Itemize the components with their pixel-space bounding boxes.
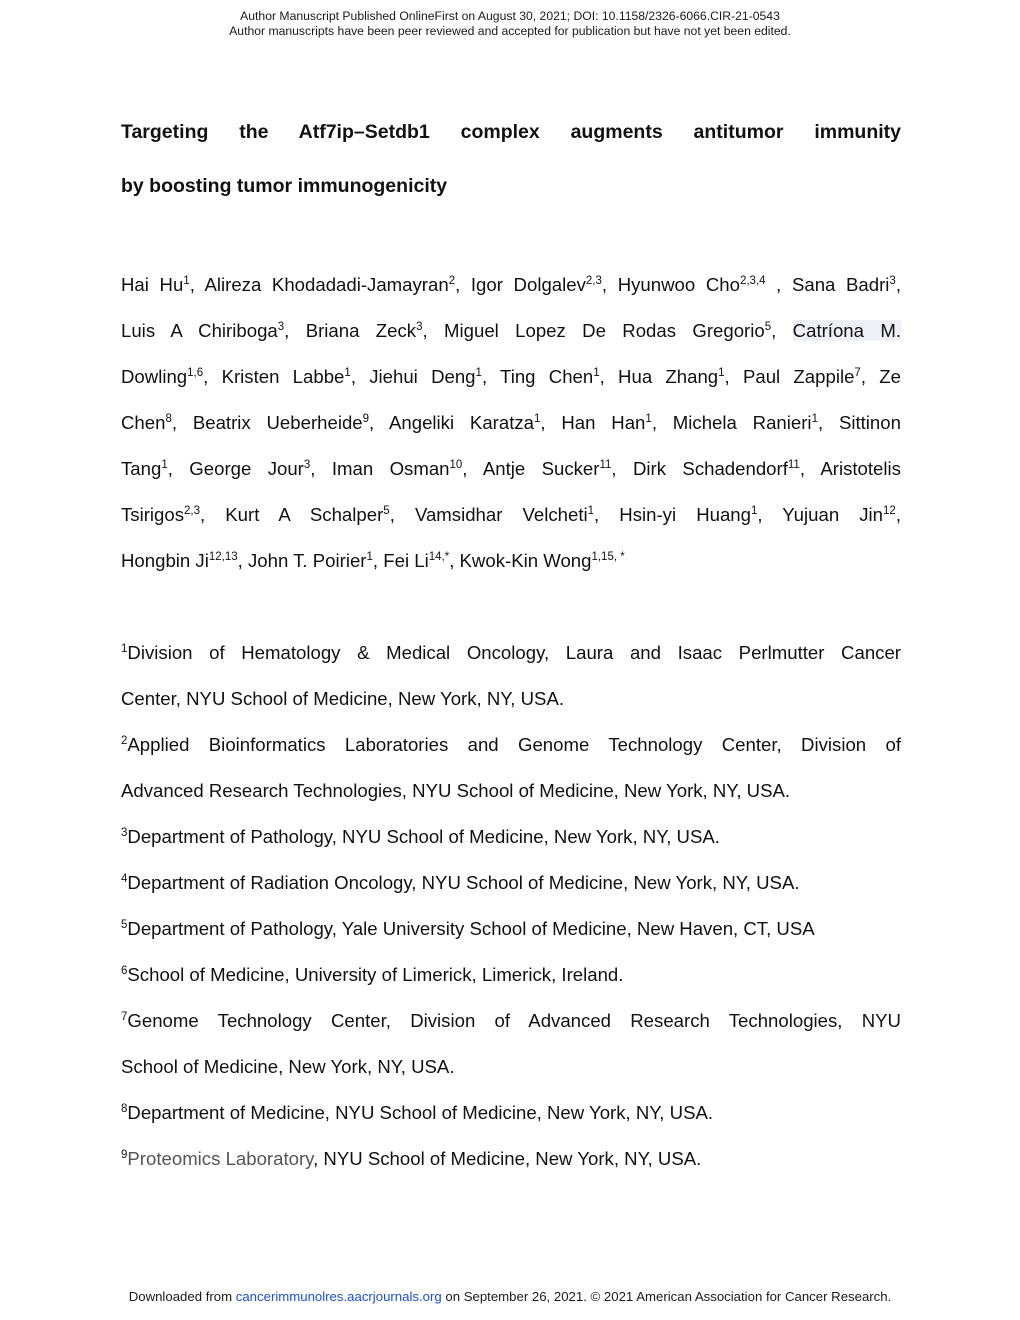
- affiliation-7-line2: School of Medicine, New York, NY, USA.: [121, 1056, 455, 1077]
- author-name-highlighted: Catríona M.: [792, 320, 901, 341]
- author-affiliation-sup: 8: [165, 412, 172, 425]
- affiliation-number: 4: [121, 872, 128, 885]
- author-line-4: Chen$^8$, Beatrix Ueberheide$^9$, Angeliki Karatza$^1$, Han Han$^1$, Michela Ranieri$^1$, Sittinon: [121, 412, 901, 433]
- author-name: John T. Poirier: [247, 550, 367, 571]
- author-name: Antje Sucker: [482, 458, 600, 479]
- affiliation-text: , NYU School of Medicine, New York, NY, USA.: [313, 1148, 702, 1169]
- author-affiliation-sup: 12,13: [208, 550, 238, 563]
- affiliation-2-line1: [121, 732, 901, 758]
- author-name: Tang: [121, 458, 162, 479]
- author-affiliation-sup: 1: [366, 550, 373, 563]
- author-line-6: Tsirigos$^{2,3}$, Kurt A Schalper$^5$, Vamsidhar Velcheti$^1$, Hsin-yi Huang$^1$, Yujuan Jin$^{12}$,: [121, 504, 901, 525]
- affiliation-lab-name: Proteomics Laboratory: [127, 1148, 314, 1169]
- author-name: Chen: [121, 412, 166, 433]
- affiliation-5: [121, 916, 901, 942]
- author-name: Beatrix Ueberheide: [192, 412, 363, 433]
- author-affiliation-sup: 1: [718, 366, 725, 379]
- author-affiliation-sup: 1: [344, 366, 351, 379]
- author-name: Angeliki Karatza: [389, 412, 534, 433]
- author-name: Hsin-yi Huang: [619, 504, 751, 525]
- affiliation-number: 8: [121, 1102, 128, 1115]
- affiliation-number: 9: [121, 1148, 128, 1161]
- manuscript-notice-line1: Author Manuscript Published OnlineFirst on August 30, 2021; DOI: 10.1158/2326-6066.CIR-21-0543: [240, 9, 780, 23]
- affiliation-text: Division of Hematology & Medical Oncology, Laura and Isaac Perlmutter Cancer: [127, 642, 901, 663]
- author-affiliation-sup: 2,3: [184, 504, 201, 517]
- author-line-2: Luis A Chiriboga$^3$, Briana Zeck$^3$, Miguel Lopez De Rodas Gregorio$^5$, Catríona M.: [121, 320, 901, 341]
- affiliation-text: Applied Bioinformatics Laboratories and Genome Technology Center, Division of: [127, 734, 901, 755]
- download-footer: [0, 1289, 1020, 1304]
- manuscript-notice-line2: Author manuscripts have been peer reviewed and accepted for publication but have not yet been edited.: [229, 24, 791, 38]
- affiliation-text: Genome Technology Center, Division of Advanced Research Technologies, NYU: [127, 1010, 901, 1031]
- author-line-5: Tang$^1$, George Jour$^3$, Iman Osman$^{10}$, Antje Sucker$^{11}$, Dirk Schadendorf$^{11}$, Aristotelis: [121, 458, 901, 479]
- author-affiliation-sup: 2,3: [585, 274, 602, 287]
- author-name: Kwok-Kin Wong: [459, 550, 592, 571]
- author-name: Igor Dolgalev: [470, 274, 586, 295]
- affiliation-8: [121, 1100, 901, 1126]
- author-affiliation-sup: 3: [303, 458, 311, 471]
- affiliation-number: 3: [121, 826, 128, 839]
- author-name: Fei Li: [383, 550, 429, 571]
- author-affiliation-sup: 1,15, *: [591, 550, 625, 563]
- author-name: Hua Zhang: [618, 366, 719, 387]
- author-affiliation-sup: 1: [811, 412, 818, 425]
- author-name: Kurt A Schalper: [225, 504, 384, 525]
- author-name: Kristen Labbe: [221, 366, 345, 387]
- affiliation-number: 1: [121, 642, 128, 655]
- author-affiliation-sup: 3: [277, 320, 285, 333]
- affiliation-2-line2: Advanced Research Technologies, NYU School of Medicine, New York, NY, USA.: [121, 780, 791, 801]
- author-name: Briana Zeck: [305, 320, 417, 341]
- affiliation-number: 2: [121, 734, 128, 747]
- author-affiliation-sup: 1: [183, 274, 190, 287]
- journal-link[interactable]: cancerimmunolres.aacrjournals.org: [235, 1289, 442, 1304]
- author-name: Yujuan Jin: [782, 504, 884, 525]
- paper-title-line1: Targeting the Atf7ip–Setdb1 complex augments antitumor immunity: [121, 121, 901, 143]
- affiliation-text: Department of Pathology, Yale University School of Medicine, New Haven, CT, USA: [127, 918, 815, 939]
- affiliation-4: [121, 870, 901, 896]
- author-name: Dowling: [121, 366, 188, 387]
- author-affiliation-sup: 11: [599, 458, 612, 471]
- author-line-3: Dowling$^{1,6}$, Kristen Labbe$^1$, Jiehui Deng$^1$, Ting Chen$^1$, Hua Zhang$^1$, Paul Zappile$^7$, Ze: [121, 366, 901, 387]
- author-name: Sittinon: [838, 412, 901, 433]
- author-affiliation-sup: 7: [854, 366, 861, 379]
- author-affiliation-sup: 1: [161, 458, 168, 471]
- author-name: Ze: [879, 366, 901, 387]
- author-affiliation-sup: 1: [750, 504, 758, 517]
- author-name: Tsirigos: [121, 504, 185, 525]
- footer-suffix: on September 26, 2021. © 2021 American Association for Cancer Research.: [441, 1289, 892, 1304]
- author-affiliation-sup: 1: [534, 412, 541, 425]
- affiliation-1-line2: Center, NYU School of Medicine, New York, NY, USA.: [121, 688, 565, 709]
- author-affiliation-sup: 5: [764, 320, 772, 333]
- affiliation-text: Department of Medicine, NYU School of Medicine, New York, NY, USA.: [127, 1102, 714, 1123]
- affiliation-number: 7: [121, 1010, 128, 1023]
- author-line-1: Hai Hu$^1$, Alireza Khodadadi-Jamayran$^2$, Igor Dolgalev$^{2,3}$, Hyunwoo Cho$^{2,3,4}$ , Sana Badri$^3$,: [121, 274, 901, 295]
- affiliation-text: Department of Radiation Oncology, NYU School of Medicine, New York, NY, USA.: [127, 872, 800, 893]
- author-name: Dirk Schadendorf: [632, 458, 788, 479]
- author-name: Hongbin Ji: [121, 550, 209, 571]
- author-affiliation-sup: 11: [787, 458, 800, 471]
- author-name: Alireza Khodadadi-Jamayran: [204, 274, 449, 295]
- affiliation-6: [121, 962, 901, 988]
- author-name: Aristotelis: [820, 458, 901, 479]
- author-name: Jiehui Deng: [369, 366, 476, 387]
- author-affiliation-sup: 1: [645, 412, 652, 425]
- author-name: Michela Ranieri: [672, 412, 812, 433]
- affiliation-3: [121, 824, 901, 850]
- affiliation-7-line1: [121, 1008, 901, 1034]
- author-affiliation-sup: 14,*: [428, 550, 450, 563]
- author-affiliation-sup: 1,6: [187, 366, 204, 379]
- author-name: Paul Zappile: [742, 366, 855, 387]
- author-affiliation-sup: 2: [448, 274, 456, 287]
- affiliation-number: 5: [121, 918, 128, 931]
- author-name: Hai Hu: [121, 274, 184, 295]
- affiliation-9: [121, 1146, 901, 1172]
- author-affiliation-sup: 1: [587, 504, 595, 517]
- affiliation-text: Department of Pathology, NYU School of Medicine, New York, NY, USA.: [127, 826, 720, 847]
- author-affiliation-sup: 9: [362, 412, 370, 425]
- author-affiliation-sup: 3: [416, 320, 423, 333]
- affiliation-text: School of Medicine, University of Limerick, Limerick, Ireland.: [127, 964, 624, 985]
- affiliation-1-line1: [121, 640, 901, 666]
- author-affiliation-sup: 5: [383, 504, 390, 517]
- paper-title-line2: by boosting tumor immunogenicity: [121, 175, 448, 197]
- author-name: Luis A Chiriboga: [121, 320, 278, 341]
- author-affiliation-sup: 2,3,4: [739, 274, 766, 287]
- author-name: Sana Badri: [791, 274, 890, 295]
- author-name: Iman Osman: [331, 458, 450, 479]
- author-name: Vamsidhar Velcheti: [414, 504, 588, 525]
- author-affiliation-sup: 10: [449, 458, 463, 471]
- author-affiliation-sup: 1: [593, 366, 600, 379]
- author-affiliation-sup: 12: [883, 504, 896, 517]
- author-line-7: Hongbin Ji$^{12,13}$, John T. Poirier$^1$, Fei $Li^{14,*}$, Kwok-Kin Wong$^{1,15, *}$: [121, 550, 625, 571]
- author-name: Miguel Lopez De Rodas Gregorio: [444, 320, 765, 341]
- author-name: Ting Chen: [500, 366, 594, 387]
- author-affiliation-sup: 1: [475, 366, 482, 379]
- author-name: Hyunwoo Cho: [617, 274, 740, 295]
- footer-prefix: Downloaded from: [128, 1289, 236, 1304]
- author-affiliation-sup: 3: [889, 274, 896, 287]
- affiliation-number: 6: [121, 964, 128, 977]
- author-name: Han Han: [561, 412, 646, 433]
- author-name: George Jour: [189, 458, 304, 479]
